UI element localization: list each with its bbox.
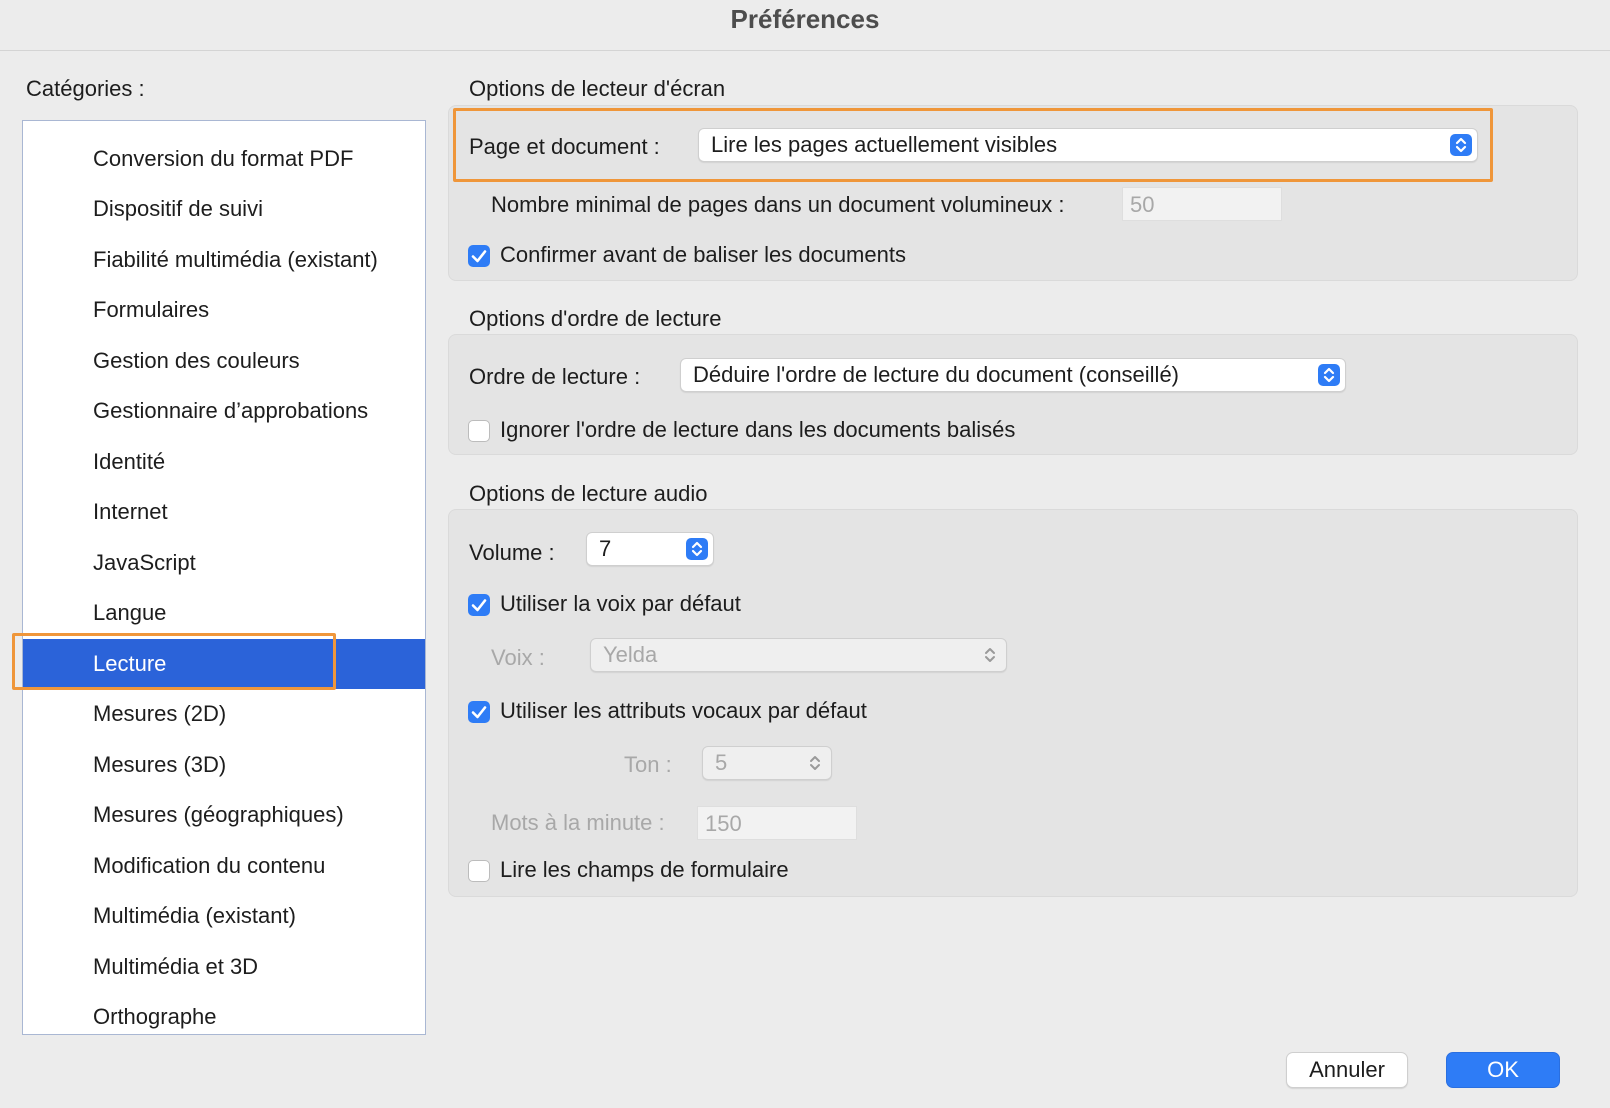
category-item[interactable]: Internet bbox=[93, 499, 168, 524]
category-item[interactable]: Gestionnaire d’approbations bbox=[93, 398, 369, 423]
category-item[interactable]: JavaScript bbox=[93, 550, 196, 575]
ignore-reading-order-checkbox[interactable] bbox=[468, 420, 490, 442]
cancel-button[interactable]: Annuler bbox=[1286, 1052, 1408, 1088]
voice-select[interactable] bbox=[590, 638, 1007, 672]
checkmark-icon bbox=[468, 701, 490, 723]
category-item[interactable]: Conversion du format PDF bbox=[93, 146, 354, 171]
lecture-highlight-box bbox=[12, 633, 336, 690]
default-attributes-label: Utiliser les attributs vocaux par défaut bbox=[500, 698, 867, 723]
page-document-value: Lire les pages actuellement visibles bbox=[711, 132, 1058, 157]
category-item-lecture-selected[interactable]: Lecture bbox=[23, 639, 426, 689]
chevron-updown-icon bbox=[807, 752, 823, 774]
voice-label: Voix : bbox=[491, 645, 545, 670]
category-item[interactable]: Multimédia (existant) bbox=[93, 903, 296, 928]
category-item[interactable]: Multimédia et 3D bbox=[93, 954, 259, 979]
confirm-tagging-checkbox[interactable] bbox=[468, 245, 490, 267]
category-item[interactable]: Dispositif de suivi bbox=[93, 196, 263, 221]
confirm-tagging-label: Confirmer avant de baliser les documents bbox=[500, 242, 906, 267]
reading-order-value: Déduire l'ordre de lecture du document (conseillé) bbox=[693, 362, 1180, 387]
category-item[interactable]: Orthographe bbox=[93, 1004, 217, 1029]
min-pages-label: Nombre minimal de pages dans un document volumineux : bbox=[491, 192, 1065, 217]
page-document-label: Page et document : bbox=[469, 134, 660, 159]
category-item[interactable]: Formulaires bbox=[93, 297, 210, 322]
voice-value: Yelda bbox=[603, 642, 658, 667]
volume-value: 7 bbox=[599, 536, 612, 561]
ignore-reading-order-label: Ignorer l'ordre de lecture dans les documents balisés bbox=[500, 417, 1016, 442]
chevron-updown-icon bbox=[1318, 364, 1340, 386]
category-item[interactable]: Mesures (3D) bbox=[93, 752, 227, 777]
categories-label: Catégories : bbox=[26, 76, 145, 101]
chevron-updown-icon bbox=[686, 538, 708, 560]
chevron-updown-icon bbox=[982, 644, 998, 666]
categories-list[interactable] bbox=[22, 120, 426, 1035]
volume-label: Volume : bbox=[469, 540, 555, 565]
category-item[interactable]: Gestion des couleurs bbox=[93, 348, 300, 373]
default-voice-checkbox[interactable] bbox=[468, 594, 490, 616]
audio-section-title: Options de lecture audio bbox=[469, 481, 708, 506]
default-voice-label: Utiliser la voix par défaut bbox=[500, 591, 741, 616]
category-item[interactable]: Mesures (géographiques) bbox=[93, 802, 344, 827]
category-item[interactable]: Identité bbox=[93, 449, 166, 474]
checkmark-icon bbox=[468, 594, 490, 616]
category-item[interactable]: Mesures (2D) bbox=[93, 701, 227, 726]
tone-label: Ton : bbox=[624, 752, 672, 777]
window-title: Préférences bbox=[730, 4, 880, 34]
min-pages-field[interactable]: 50 bbox=[1122, 187, 1282, 221]
ok-button[interactable]: OK bbox=[1446, 1052, 1560, 1088]
category-item[interactable]: Langue bbox=[93, 600, 167, 625]
title-bar bbox=[0, 0, 1610, 51]
reading-order-label: Ordre de lecture : bbox=[469, 364, 641, 389]
category-item[interactable]: Modification du contenu bbox=[93, 853, 326, 878]
reading-order-select[interactable] bbox=[680, 358, 1346, 392]
category-item[interactable]: Fiabilité multimédia (existant) bbox=[93, 247, 378, 272]
words-per-minute-field[interactable]: 150 bbox=[697, 806, 857, 840]
tone-select[interactable] bbox=[702, 746, 832, 780]
tone-value: 5 bbox=[715, 750, 728, 775]
reading-order-section-title: Options d'ordre de lecture bbox=[469, 306, 722, 331]
screen-reader-section-title: Options de lecteur d'écran bbox=[469, 76, 726, 101]
read-form-fields-checkbox[interactable] bbox=[468, 860, 490, 882]
default-attributes-checkbox[interactable] bbox=[468, 701, 490, 723]
words-per-minute-label: Mots à la minute : bbox=[491, 810, 665, 835]
checkmark-icon bbox=[468, 245, 490, 267]
page-document-highlight-box bbox=[453, 108, 1493, 182]
volume-select[interactable] bbox=[586, 532, 714, 566]
read-form-fields-label: Lire les champs de formulaire bbox=[500, 857, 789, 882]
